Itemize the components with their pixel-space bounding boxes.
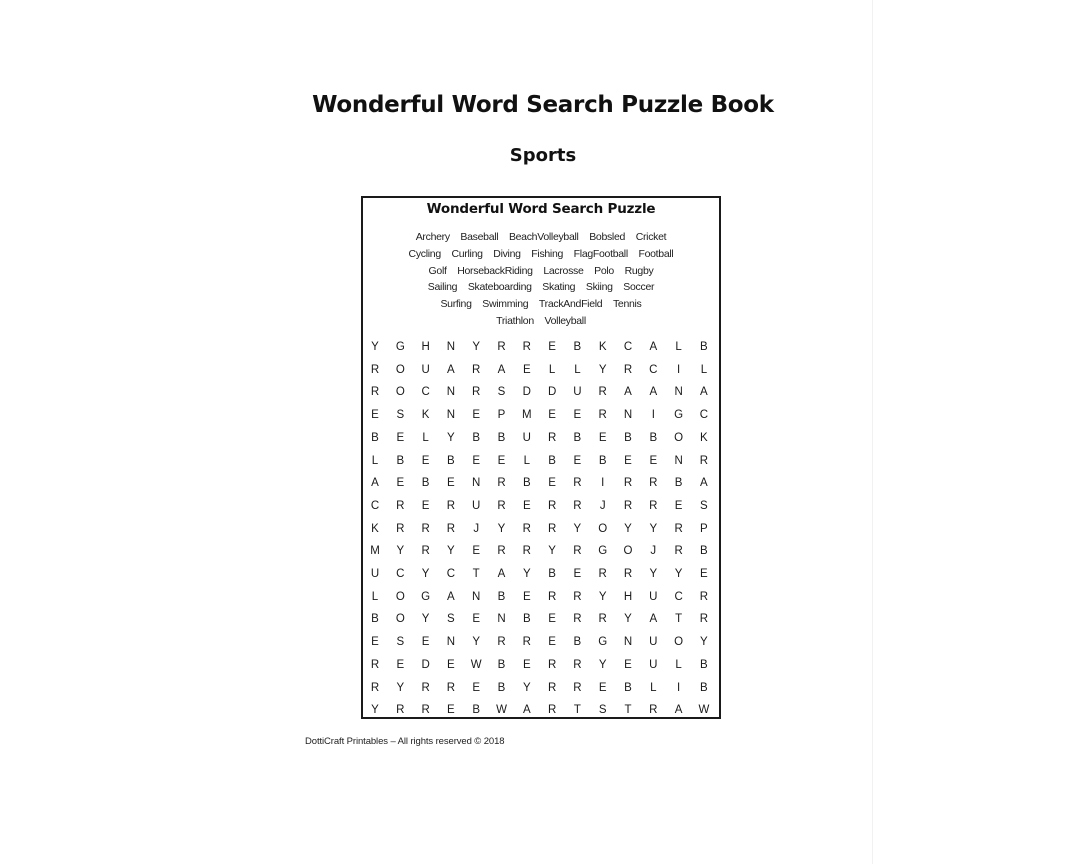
grid-letter: R xyxy=(547,658,557,671)
word-item: Fishing xyxy=(531,247,564,260)
word-item: Cycling xyxy=(408,247,441,260)
grid-letter: W xyxy=(470,658,482,671)
grid-letter: Y xyxy=(472,341,481,353)
grid-letter: N xyxy=(674,454,683,467)
grid-letter: Y xyxy=(371,341,379,353)
grid-letter: E xyxy=(522,363,531,376)
word-item: Skateboarding xyxy=(467,281,532,294)
grid-letter: N xyxy=(446,409,456,422)
word-item: Volleyball xyxy=(544,314,586,327)
grid-letter: C xyxy=(446,568,456,580)
grid-letter: R xyxy=(472,386,481,399)
grid-letter: R xyxy=(623,499,633,512)
grid-letter: Y xyxy=(472,636,481,649)
grid-letter: E xyxy=(472,613,481,626)
grid-letter: Y xyxy=(700,636,708,649)
grid-letter: L xyxy=(371,454,379,467)
word-item: Swimming xyxy=(482,298,529,311)
grid-letter: T xyxy=(624,704,632,717)
grid-letter: R xyxy=(598,409,607,422)
grid-letter: B xyxy=(421,477,430,490)
grid-letter: C xyxy=(649,363,658,376)
grid-letter: N xyxy=(623,409,633,422)
grid-letter: U xyxy=(649,590,658,603)
grid-letter: B xyxy=(573,431,582,444)
grid-letter: R xyxy=(699,613,709,626)
grid-letter: O xyxy=(395,613,405,626)
grid-letter: R xyxy=(472,363,481,376)
grid-letter: R xyxy=(573,590,582,603)
word-line xyxy=(363,229,719,246)
grid-letter: R xyxy=(649,477,658,490)
word-item: Soccer xyxy=(623,281,655,294)
word-item: Triathlon xyxy=(496,314,534,327)
grid-letter: L xyxy=(574,363,581,376)
grid-letter: B xyxy=(371,613,379,626)
grid-letter: R xyxy=(396,499,405,512)
grid-letter: W xyxy=(698,704,710,717)
grid-letter: E xyxy=(371,409,379,422)
grid-letter: B xyxy=(472,704,481,717)
grid-letter: R xyxy=(421,681,430,694)
grid-letter: O xyxy=(395,386,405,399)
grid-letter: S xyxy=(396,409,405,422)
grid-letter: E xyxy=(472,409,481,422)
grid-letter: T xyxy=(472,568,480,580)
grid-letter: R xyxy=(674,545,683,558)
grid-letter: R xyxy=(674,522,683,535)
word-item: Surfing xyxy=(440,298,472,311)
word-item: Archery xyxy=(415,231,450,243)
word-item: Tennis xyxy=(612,298,642,311)
grid-letter: C xyxy=(674,590,683,603)
grid-letter: A xyxy=(522,704,531,717)
grid-letter: E xyxy=(598,431,607,444)
grid-letter: R xyxy=(573,613,582,626)
grid-letter: Y xyxy=(548,545,556,558)
grid-letter: C xyxy=(699,409,709,422)
grid-letter: L xyxy=(675,341,682,353)
grid-letter: R xyxy=(573,499,582,512)
grid-letter: I xyxy=(651,409,655,422)
grid-letter: J xyxy=(650,545,657,558)
grid-letter: R xyxy=(623,363,633,376)
grid-letter: Y xyxy=(649,568,658,580)
grid-letter: J xyxy=(473,522,480,535)
grid-letter: L xyxy=(422,431,429,444)
grid-letter: U xyxy=(370,568,380,580)
word-item: Sailing xyxy=(427,281,458,294)
grid-letter: R xyxy=(649,704,658,717)
grid-letter: B xyxy=(497,431,506,444)
grid-letter: A xyxy=(624,386,632,399)
grid-letter: K xyxy=(700,431,708,444)
grid-letter: U xyxy=(649,658,658,671)
grid-letter: E xyxy=(674,499,683,512)
grid-letter: A xyxy=(700,386,708,399)
grid-letter: R xyxy=(573,658,582,671)
word-line xyxy=(363,296,719,313)
grid-letter: D xyxy=(547,386,557,399)
grid-letter: S xyxy=(700,499,708,512)
grid-letter: E xyxy=(598,681,607,694)
page-edge-divider xyxy=(872,0,873,864)
grid-letter: K xyxy=(598,341,607,353)
grid-letter: R xyxy=(497,341,506,353)
puzzle-box xyxy=(361,196,721,719)
grid-letter: L xyxy=(675,658,682,671)
grid-letter: Y xyxy=(371,704,379,717)
grid-letter: R xyxy=(497,499,506,512)
grid-letter: T xyxy=(573,704,581,717)
grid-letter: E xyxy=(548,341,556,353)
grid-letter: R xyxy=(649,499,658,512)
grid-letter: E xyxy=(573,409,582,422)
grid-letter: R xyxy=(370,658,380,671)
grid-letter: U xyxy=(649,636,658,649)
grid-letter: E xyxy=(447,658,455,671)
grid-letter: R xyxy=(522,522,531,535)
grid-letter: R xyxy=(547,431,557,444)
grid-letter: L xyxy=(650,681,657,694)
grid-letter: R xyxy=(522,636,531,649)
grid-letter: S xyxy=(396,636,405,649)
grid-letter: G xyxy=(421,590,431,603)
grid-letter: B xyxy=(522,477,531,490)
grid-letter: E xyxy=(573,568,582,580)
grid-letter: R xyxy=(598,568,607,580)
grid-letter: R xyxy=(370,386,380,399)
grid-letter: R xyxy=(421,545,430,558)
grid-letter: L xyxy=(700,363,708,376)
grid-letter: Y xyxy=(598,658,607,671)
word-line xyxy=(363,313,719,330)
grid-letter: R xyxy=(547,522,557,535)
grid-letter: R xyxy=(573,681,582,694)
grid-letter: Y xyxy=(522,681,531,694)
grid-letter: E xyxy=(548,636,556,649)
grid-letter: B xyxy=(497,590,506,603)
grid-letter: E xyxy=(472,454,481,467)
puzzle-title: Wonderful Word Search Puzzle xyxy=(426,201,656,217)
grid-letter: U xyxy=(421,363,430,376)
grid-letter: R xyxy=(497,545,506,558)
grid-letter: M xyxy=(522,409,532,422)
grid-letter: U xyxy=(522,431,531,444)
grid-letter: R xyxy=(370,363,380,376)
grid-letter: B xyxy=(573,636,582,649)
grid-letter: O xyxy=(674,636,684,649)
grid-letter: E xyxy=(522,499,531,512)
grid-letter: H xyxy=(623,590,633,603)
grid-letter: U xyxy=(472,499,481,512)
word-item: Curling xyxy=(451,247,483,260)
grid-letter: B xyxy=(522,613,531,626)
word-list xyxy=(363,229,719,330)
grid-letter: G xyxy=(674,409,684,422)
grid-letter: E xyxy=(548,409,556,422)
word-item: Skiing xyxy=(585,281,613,294)
grid-letter: N xyxy=(497,613,506,626)
word-item: TrackAndField xyxy=(538,298,603,311)
grid-letter: Y xyxy=(497,522,506,535)
grid-letter: R xyxy=(497,636,506,649)
grid-letter: B xyxy=(700,341,708,353)
grid-letter: C xyxy=(370,499,380,512)
word-item: Baseball xyxy=(460,231,499,243)
book-subtitle: Sports xyxy=(509,145,577,166)
grid-letter: R xyxy=(598,613,607,626)
grid-letter: A xyxy=(447,363,455,376)
grid-letter: U xyxy=(573,386,582,399)
grid-letter: E xyxy=(371,636,379,649)
grid-letter: R xyxy=(623,568,633,580)
word-item: Golf xyxy=(428,264,447,277)
grid-letter: B xyxy=(649,431,658,444)
grid-letter: Y xyxy=(421,568,430,580)
grid-letter: E xyxy=(522,590,531,603)
grid-letter: B xyxy=(624,431,632,444)
grid-letter: K xyxy=(371,522,379,535)
grid-letter: L xyxy=(548,363,556,376)
grid-letter: R xyxy=(623,477,633,490)
word-item: Bobsled xyxy=(589,231,626,243)
word-line xyxy=(363,279,719,296)
grid-letter: I xyxy=(676,363,681,376)
grid-letter: B xyxy=(472,431,481,444)
grid-letter: R xyxy=(699,454,709,467)
grid-letter: Y xyxy=(624,522,632,535)
grid-letter: E xyxy=(548,613,556,626)
grid-letter: O xyxy=(395,363,405,376)
grid-letter: R xyxy=(446,681,456,694)
grid-letter: E xyxy=(421,636,430,649)
grid-letter: D xyxy=(522,386,531,399)
grid-letter: B xyxy=(700,658,708,671)
grid-letter: B xyxy=(598,454,607,467)
grid-letter: R xyxy=(547,704,557,717)
grid-letter: A xyxy=(649,341,658,353)
grid-letter: B xyxy=(396,454,405,467)
grid-letter: C xyxy=(421,386,430,399)
grid-letter: R xyxy=(547,590,557,603)
grid-letter: J xyxy=(599,499,606,512)
grid-letter: E xyxy=(573,454,582,467)
grid-letter: N xyxy=(472,477,481,490)
grid-letter: A xyxy=(447,590,455,603)
word-item: Cricket xyxy=(635,231,667,243)
grid-letter: B xyxy=(548,568,556,580)
word-line xyxy=(363,263,719,280)
grid-letter: Y xyxy=(421,613,430,626)
grid-letter: Y xyxy=(598,363,607,376)
grid-letter: R xyxy=(497,477,506,490)
grid-letter: Y xyxy=(674,568,683,580)
grid-letter: E xyxy=(447,477,455,490)
grid-letter: O xyxy=(623,545,633,558)
grid-letter: N xyxy=(446,636,456,649)
grid-letter: R xyxy=(396,522,405,535)
grid-letter: B xyxy=(497,658,506,671)
grid-letter: A xyxy=(371,477,379,490)
grid-letter: B xyxy=(624,681,632,694)
grid-letter: E xyxy=(700,568,708,580)
grid-letter: Y xyxy=(396,545,405,558)
grid-letter: W xyxy=(496,704,507,717)
grid-letter: B xyxy=(497,681,506,694)
grid-letter: E xyxy=(497,454,506,467)
grid-letter: O xyxy=(395,590,405,603)
grid-letter: T xyxy=(675,613,683,626)
grid-letter: E xyxy=(472,545,481,558)
grid-letter: I xyxy=(676,681,681,694)
grid-letter: G xyxy=(395,341,405,353)
grid-letter: H xyxy=(421,341,430,353)
word-line xyxy=(363,246,719,263)
grid-letter: E xyxy=(624,658,632,671)
grid-letter: N xyxy=(623,636,633,649)
grid-letter: B xyxy=(674,477,683,490)
grid-letter: L xyxy=(523,454,530,467)
grid-letter: R xyxy=(446,499,456,512)
grid-letter: R xyxy=(699,590,709,603)
grid-letter: N xyxy=(674,386,683,399)
grid-letter: B xyxy=(447,454,455,467)
grid-letter: R xyxy=(446,522,456,535)
grid-letter: B xyxy=(700,545,708,558)
grid-letter: O xyxy=(674,431,684,444)
grid-letter: B xyxy=(371,431,379,444)
grid-letter: S xyxy=(598,704,607,717)
grid-letter: R xyxy=(573,477,582,490)
grid-letter: R xyxy=(421,704,430,717)
word-item: Rugby xyxy=(624,264,654,277)
grid-letter: A xyxy=(674,704,683,717)
grid-letter: E xyxy=(548,477,556,490)
grid-letter: Y xyxy=(649,522,658,535)
grid-letter: A xyxy=(497,363,506,376)
word-item: Polo xyxy=(594,264,614,277)
grid-letter: E xyxy=(472,681,481,694)
grid-letter: S xyxy=(497,386,506,399)
grid-letter: Y xyxy=(447,431,455,444)
grid-letter: A xyxy=(649,613,658,626)
word-item: BeachVolleyball xyxy=(508,231,579,243)
grid-letter: E xyxy=(447,704,455,717)
grid-letter: R xyxy=(370,681,380,694)
grid-letter: Y xyxy=(573,522,582,535)
grid-letter: I xyxy=(601,477,605,490)
grid-letter: E xyxy=(421,454,430,467)
grid-letter: E xyxy=(624,454,632,467)
word-item: Skating xyxy=(542,281,576,294)
word-item: FlagFootball xyxy=(573,247,628,260)
grid-letter: M xyxy=(370,545,380,558)
grid-letter: R xyxy=(421,522,430,535)
grid-letter: R xyxy=(396,704,405,717)
grid-letter: C xyxy=(396,568,405,580)
grid-letter: N xyxy=(446,341,456,353)
word-item: HorsebackRiding xyxy=(457,264,533,277)
grid-letter: A xyxy=(649,386,658,399)
grid-letter: O xyxy=(598,522,608,535)
grid-letter: B xyxy=(700,681,708,694)
grid-letter: E xyxy=(396,431,405,444)
grid-letter: Y xyxy=(447,545,455,558)
grid-letter: C xyxy=(623,341,633,353)
copyright-footer: DottiCraft Printables – All rights reserved © 2018 xyxy=(305,736,505,747)
grid-letter: B xyxy=(573,341,582,353)
grid-letter: R xyxy=(522,545,531,558)
grid-letter: L xyxy=(371,590,379,603)
grid-letter: P xyxy=(700,522,708,535)
grid-letter: E xyxy=(396,658,405,671)
grid-letter: E xyxy=(396,477,405,490)
grid-letter: Y xyxy=(396,681,405,694)
grid-letter: E xyxy=(421,499,430,512)
grid-letter: Y xyxy=(598,590,607,603)
grid-letter: P xyxy=(497,409,506,422)
grid-letter: B xyxy=(548,454,556,467)
grid-letter: R xyxy=(522,341,531,353)
grid-letter: R xyxy=(547,499,557,512)
grid-letter: G xyxy=(598,636,608,649)
grid-letter: A xyxy=(497,568,506,580)
book-title: Wonderful Word Search Puzzle Book xyxy=(312,92,774,118)
grid-letter: N xyxy=(446,386,456,399)
grid-letter: N xyxy=(472,590,481,603)
word-item: Lacrosse xyxy=(543,264,584,277)
word-item: Football xyxy=(638,247,674,260)
grid-letter: E xyxy=(649,454,658,467)
word-item: Diving xyxy=(493,247,521,260)
grid-letter: Y xyxy=(624,613,632,626)
grid-letter: K xyxy=(421,409,430,422)
grid-letter: D xyxy=(421,658,430,671)
grid-letter: R xyxy=(547,681,557,694)
grid-letter: S xyxy=(447,613,455,626)
grid-letter: G xyxy=(598,545,608,558)
grid-letter: Y xyxy=(522,568,531,580)
grid-letter: A xyxy=(700,477,708,490)
grid-letter: R xyxy=(598,386,607,399)
grid-letter: E xyxy=(522,658,531,671)
grid-letter: R xyxy=(573,545,582,558)
